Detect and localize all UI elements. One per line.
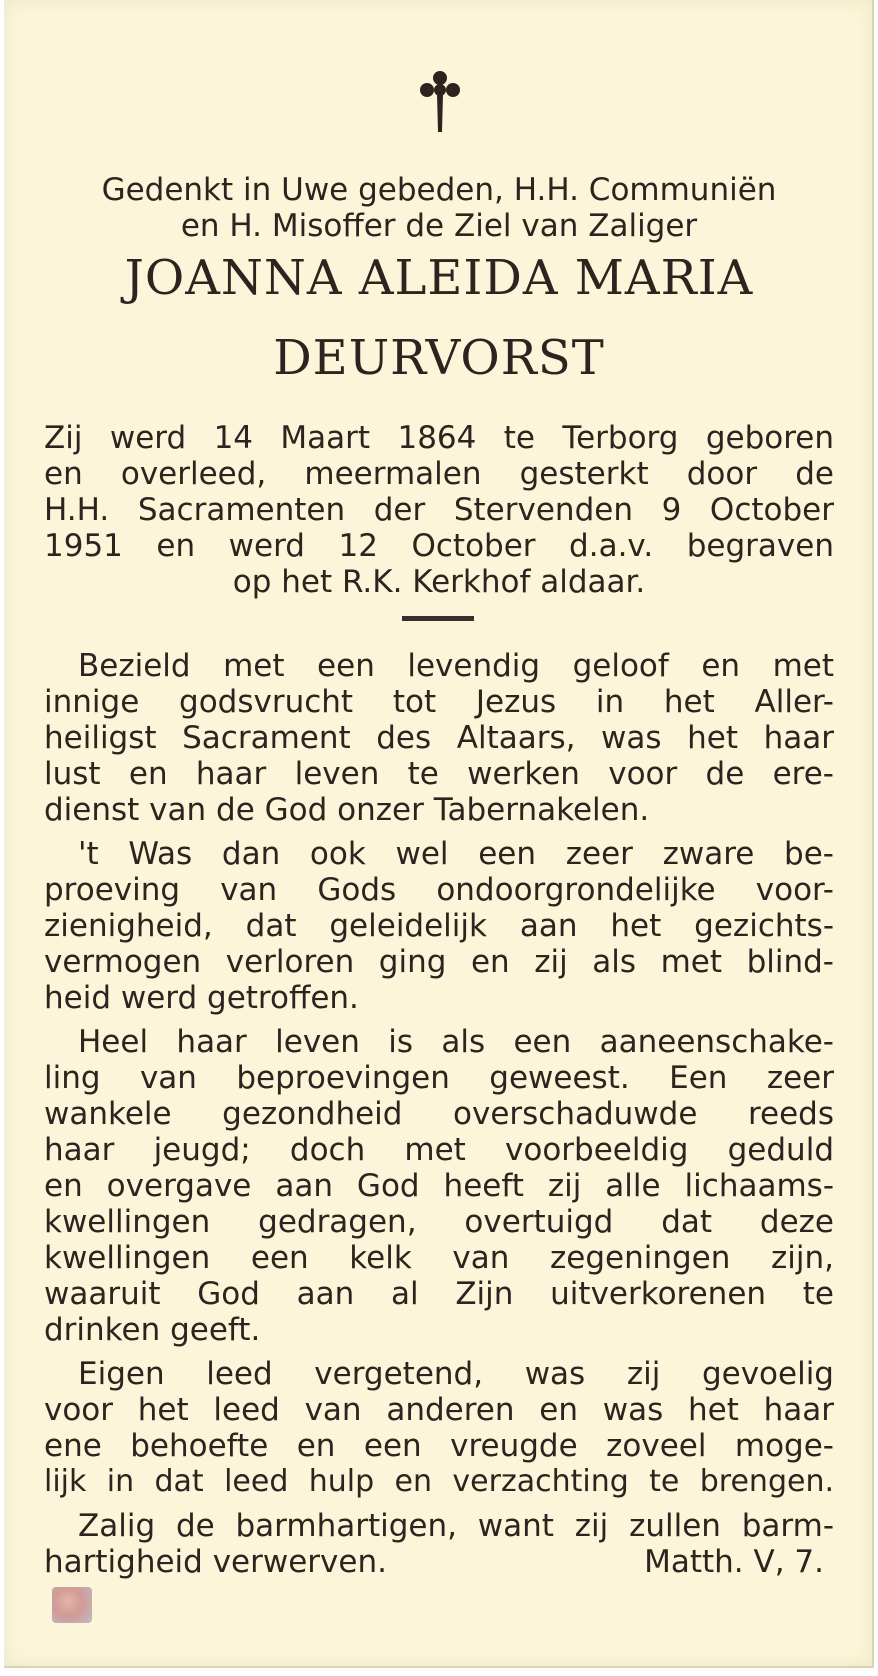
paragraph-line: zienigheid, dat geleidelijk aan het gezichts- (44, 908, 834, 944)
paragraph-line: Eigen leed vergetend, was zij gevoelig (78, 1356, 834, 1392)
paragraph-line: kwellingen een kelk van zegeningen zijn, (44, 1240, 834, 1276)
biography-line: H.H. Sacramenten der Stervenden 9 October (44, 492, 834, 528)
deceased-name-line-2: DEURVORST (273, 330, 605, 386)
paragraph-line: ling van beproevingen geweest. Een zeer (44, 1060, 834, 1096)
paragraph-line: 't Was dan ook wel een zeer zware be- (78, 836, 834, 872)
paragraph-line: waaruit God aan al Zijn uitverkorenen te (44, 1276, 834, 1312)
paragraph-line: haar jeugd; doch met voorbeeldig geduld (44, 1132, 834, 1168)
paragraph-line: wankele gezondheid overschaduwde reeds (44, 1096, 834, 1132)
paragraph-line: ene behoefte en een vreugde zoveel moge- (44, 1428, 834, 1464)
quote-line-2: hartigheid verwerven. (44, 1544, 387, 1580)
paragraph-line: heid werd getroffen. (44, 980, 359, 1016)
biography-line: 1951 en werd 12 October d.a.v. begraven (44, 528, 834, 564)
paragraph-line: lijk in dat leed hulp en verzachting te brengen. (44, 1464, 834, 1499)
intro-line-1: Gedenkt in Uwe gebeden, H.H. Communiën (101, 172, 777, 208)
paragraph-line: lust en haar leven te werken voor de ere- (44, 756, 834, 792)
memorial-card (4, 0, 874, 1668)
scripture-reference: Matth. V, 7. (644, 1544, 824, 1580)
paragraph-line: innige godsvrucht tot Jezus in het Aller- (44, 684, 834, 720)
biography-line: en overleed, meermalen gesterkt door de (44, 456, 834, 492)
biography-line: Zij werd 14 Maart 1864 te Terborg geboren (44, 420, 834, 456)
paragraph-line: drinken geeft. (44, 1312, 261, 1348)
paragraph-line: dienst van de God onzer Tabernakelen. (44, 792, 650, 828)
paragraph-line: Bezield met een levendig geloof en met (78, 648, 834, 684)
divider (402, 616, 474, 621)
paragraph-line: vermogen verloren ging en zij als met blind- (44, 944, 834, 980)
paragraph-line: proeving van Gods ondoorgrondelijke voor- (44, 872, 834, 908)
paragraph-line: kwellingen gedragen, overtuigd dat deze (44, 1204, 834, 1240)
paragraph-line: Heel haar leven is als een aaneenschake- (78, 1024, 834, 1060)
paragraph-line: en overgave aan God heeft zij alle lichaams- (44, 1168, 834, 1204)
intro-line-2: en H. Misoffer de Ziel van Zaliger (180, 208, 698, 244)
cross-icon (419, 68, 461, 138)
paragraph-line: heiligst Sacrament des Altaars, was het haar (44, 720, 834, 756)
printer-mark-icon (52, 1587, 92, 1623)
biography-line: op het R.K. Kerkhof aldaar. (232, 564, 646, 600)
quote-line-1: Zalig de barmhartigen, want zij zullen barm- (78, 1508, 834, 1544)
deceased-name-line-1: JOANNA ALEIDA MARIA (124, 250, 754, 306)
paragraph-line: voor het leed van anderen en was het haar (44, 1392, 834, 1428)
